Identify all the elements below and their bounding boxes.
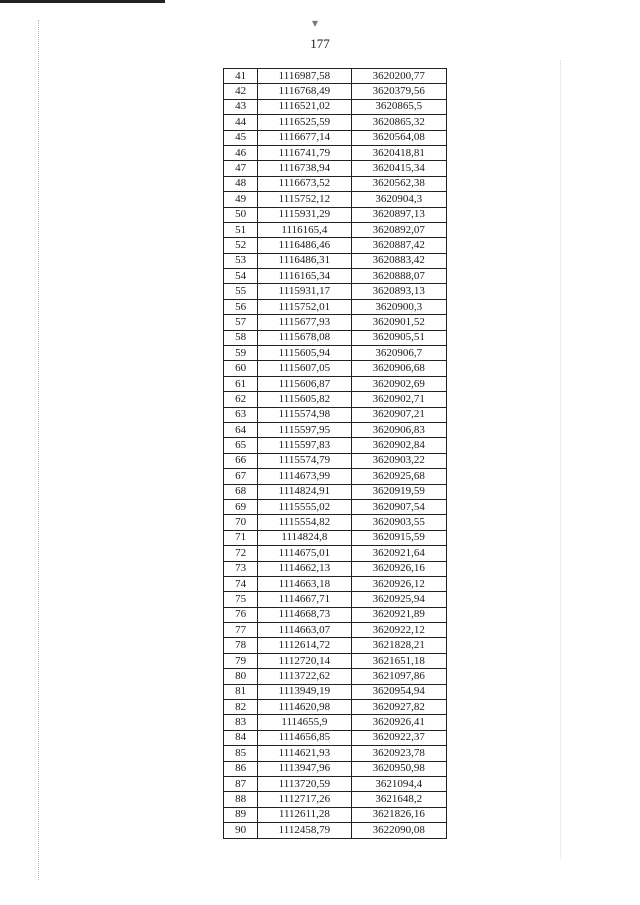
point-number-cell: 53 (224, 253, 258, 268)
table-row (224, 669, 447, 684)
x-coordinate-cell: 1112717,26 (258, 792, 351, 807)
x-coordinate-cell: 1116521,02 (258, 99, 351, 114)
y-coordinate-cell: 3620925,68 (351, 469, 446, 484)
y-coordinate-cell: 3620915,59 (351, 530, 446, 545)
point-number-cell: 51 (224, 222, 258, 237)
table-row (224, 792, 447, 807)
x-coordinate-cell: 1115931,29 (258, 207, 351, 222)
x-coordinate-cell: 1115752,12 (258, 192, 351, 207)
table-row (224, 253, 447, 268)
y-coordinate-cell: 3620921,64 (351, 546, 446, 561)
point-number-cell: 54 (224, 269, 258, 284)
y-coordinate-cell: 3620897,13 (351, 207, 446, 222)
x-coordinate-cell: 1116738,94 (258, 161, 351, 176)
y-coordinate-cell: 3620418,81 (351, 145, 446, 160)
y-coordinate-cell: 3621648,2 (351, 792, 446, 807)
table-row (224, 761, 447, 776)
x-coordinate-cell: 1112611,28 (258, 807, 351, 822)
y-coordinate-cell: 3620564,08 (351, 130, 446, 145)
table-row (224, 330, 447, 345)
y-coordinate-cell: 3620950,98 (351, 761, 446, 776)
table-row (224, 499, 447, 514)
point-number-cell: 66 (224, 453, 258, 468)
y-coordinate-cell: 3620865,5 (351, 99, 446, 114)
table-row (224, 99, 447, 114)
x-coordinate-cell: 1115597,95 (258, 422, 351, 437)
table-row (224, 776, 447, 791)
table-row (224, 530, 447, 545)
table-row (224, 561, 447, 576)
table-row (224, 515, 447, 530)
table-row (224, 576, 447, 591)
coordinates-table-body (224, 69, 447, 839)
table-row (224, 222, 447, 237)
x-coordinate-cell: 1116486,31 (258, 253, 351, 268)
point-number-cell: 86 (224, 761, 258, 776)
y-coordinate-cell: 3620925,94 (351, 592, 446, 607)
point-number-cell: 41 (224, 69, 258, 84)
y-coordinate-cell: 3620887,42 (351, 238, 446, 253)
point-number-cell: 90 (224, 823, 258, 838)
point-number-cell: 85 (224, 746, 258, 761)
y-coordinate-cell: 3621826,16 (351, 807, 446, 822)
y-coordinate-cell: 3620901,52 (351, 315, 446, 330)
point-number-cell: 45 (224, 130, 258, 145)
table-row (224, 115, 447, 130)
table-row (224, 807, 447, 822)
y-coordinate-cell: 3620902,69 (351, 376, 446, 391)
x-coordinate-cell: 1113947,96 (258, 761, 351, 776)
x-coordinate-cell: 1113720,59 (258, 776, 351, 791)
table-row (224, 700, 447, 715)
point-number-cell: 63 (224, 407, 258, 422)
y-coordinate-cell: 3620922,12 (351, 623, 446, 638)
x-coordinate-cell: 1114621,93 (258, 746, 351, 761)
point-number-cell: 75 (224, 592, 258, 607)
point-number-cell: 43 (224, 99, 258, 114)
table-row (224, 592, 447, 607)
x-coordinate-cell: 1114668,73 (258, 607, 351, 622)
x-coordinate-cell: 1116165,34 (258, 269, 351, 284)
x-coordinate-cell: 1112720,14 (258, 653, 351, 668)
table-row (224, 730, 447, 745)
x-coordinate-cell: 1114667,71 (258, 592, 351, 607)
point-number-cell: 48 (224, 176, 258, 191)
x-coordinate-cell: 1115554,82 (258, 515, 351, 530)
point-number-cell: 84 (224, 730, 258, 745)
point-number-cell: 42 (224, 84, 258, 99)
point-number-cell: 55 (224, 284, 258, 299)
x-coordinate-cell: 1115597,83 (258, 438, 351, 453)
y-coordinate-cell: 3620921,89 (351, 607, 446, 622)
x-coordinate-cell: 1115574,98 (258, 407, 351, 422)
y-coordinate-cell: 3620904,3 (351, 192, 446, 207)
x-coordinate-cell: 1114663,07 (258, 623, 351, 638)
y-coordinate-cell: 3620907,21 (351, 407, 446, 422)
y-coordinate-cell: 3620893,13 (351, 284, 446, 299)
point-number-cell: 78 (224, 638, 258, 653)
y-coordinate-cell: 3621097,86 (351, 669, 446, 684)
point-number-cell: 73 (224, 561, 258, 576)
point-number-cell: 87 (224, 776, 258, 791)
scan-edge-right (560, 60, 562, 860)
x-coordinate-cell: 1114663,18 (258, 576, 351, 591)
point-number-cell: 58 (224, 330, 258, 345)
table-row (224, 623, 447, 638)
x-coordinate-cell: 1112614,72 (258, 638, 351, 653)
point-number-cell: 74 (224, 576, 258, 591)
y-coordinate-cell: 3620883,42 (351, 253, 446, 268)
y-coordinate-cell: 3620415,34 (351, 161, 446, 176)
point-number-cell: 70 (224, 515, 258, 530)
point-number-cell: 88 (224, 792, 258, 807)
point-number-cell: 71 (224, 530, 258, 545)
y-coordinate-cell: 3620905,51 (351, 330, 446, 345)
x-coordinate-cell: 1116768,49 (258, 84, 351, 99)
y-coordinate-cell: 3620906,68 (351, 361, 446, 376)
page-number: 177 (310, 36, 330, 51)
y-coordinate-cell: 3620907,54 (351, 499, 446, 514)
x-coordinate-cell: 1116525,59 (258, 115, 351, 130)
y-coordinate-cell: 3620926,12 (351, 576, 446, 591)
table-row (224, 484, 447, 499)
x-coordinate-cell: 1113722,62 (258, 669, 351, 684)
x-coordinate-cell: 1115605,82 (258, 392, 351, 407)
y-coordinate-cell: 3620562,38 (351, 176, 446, 191)
x-coordinate-cell: 1112458,79 (258, 823, 351, 838)
x-coordinate-cell: 1114824,91 (258, 484, 351, 499)
y-coordinate-cell: 3620906,7 (351, 346, 446, 361)
table-row (224, 422, 447, 437)
x-coordinate-cell: 1114824,8 (258, 530, 351, 545)
y-coordinate-cell: 3620906,83 (351, 422, 446, 437)
table-row (224, 607, 447, 622)
x-coordinate-cell: 1116741,79 (258, 145, 351, 160)
table-row (224, 715, 447, 730)
x-coordinate-cell: 1116165,4 (258, 222, 351, 237)
y-coordinate-cell: 3620926,16 (351, 561, 446, 576)
y-coordinate-cell: 3620865,32 (351, 115, 446, 130)
table-row (224, 546, 447, 561)
table-row (224, 130, 447, 145)
table-row (224, 69, 447, 84)
coordinates-table (223, 68, 447, 839)
y-coordinate-cell: 3620379,56 (351, 84, 446, 99)
y-coordinate-cell: 3620902,71 (351, 392, 446, 407)
x-coordinate-cell: 1114673,99 (258, 469, 351, 484)
table-row (224, 346, 447, 361)
point-number-cell: 50 (224, 207, 258, 222)
table-row (224, 299, 447, 314)
point-number-cell: 56 (224, 299, 258, 314)
point-number-cell: 52 (224, 238, 258, 253)
point-number-cell: 60 (224, 361, 258, 376)
x-coordinate-cell: 1116677,14 (258, 130, 351, 145)
y-coordinate-cell: 3620892,07 (351, 222, 446, 237)
y-coordinate-cell: 3620919,59 (351, 484, 446, 499)
table-row (224, 407, 447, 422)
y-coordinate-cell: 3620900,3 (351, 299, 446, 314)
y-coordinate-cell: 3621094,4 (351, 776, 446, 791)
table-row (224, 176, 447, 191)
x-coordinate-cell: 1115555,02 (258, 499, 351, 514)
table-row (224, 238, 447, 253)
x-coordinate-cell: 1116486,46 (258, 238, 351, 253)
y-coordinate-cell: 3620954,94 (351, 684, 446, 699)
point-number-cell: 79 (224, 653, 258, 668)
scan-speck: ▾ (312, 16, 319, 30)
point-number-cell: 64 (224, 422, 258, 437)
x-coordinate-cell: 1115677,93 (258, 315, 351, 330)
y-coordinate-cell: 3620926,41 (351, 715, 446, 730)
x-coordinate-cell: 1115931,17 (258, 284, 351, 299)
point-number-cell: 72 (224, 546, 258, 561)
y-coordinate-cell: 3621828,21 (351, 638, 446, 653)
table-row (224, 315, 447, 330)
table-row (224, 84, 447, 99)
table-row (224, 653, 447, 668)
x-coordinate-cell: 1115605,94 (258, 346, 351, 361)
point-number-cell: 67 (224, 469, 258, 484)
y-coordinate-cell: 3620200,77 (351, 69, 446, 84)
x-coordinate-cell: 1114620,98 (258, 700, 351, 715)
y-coordinate-cell: 3620903,55 (351, 515, 446, 530)
point-number-cell: 59 (224, 346, 258, 361)
point-number-cell: 81 (224, 684, 258, 699)
point-number-cell: 57 (224, 315, 258, 330)
x-coordinate-cell: 1115752,01 (258, 299, 351, 314)
y-coordinate-cell: 3620927,82 (351, 700, 446, 715)
scan-edge-left (38, 20, 40, 880)
table-row (224, 284, 447, 299)
y-coordinate-cell: 3621651,18 (351, 653, 446, 668)
table-row (224, 376, 447, 391)
point-number-cell: 49 (224, 192, 258, 207)
x-coordinate-cell: 1115678,08 (258, 330, 351, 345)
point-number-cell: 77 (224, 623, 258, 638)
table-row (224, 161, 447, 176)
point-number-cell: 46 (224, 145, 258, 160)
y-coordinate-cell: 3620923,78 (351, 746, 446, 761)
point-number-cell: 89 (224, 807, 258, 822)
table-row (224, 453, 447, 468)
x-coordinate-cell: 1114662,13 (258, 561, 351, 576)
table-row (224, 207, 447, 222)
x-coordinate-cell: 1115607,05 (258, 361, 351, 376)
table-row (224, 392, 447, 407)
y-coordinate-cell: 3620903,22 (351, 453, 446, 468)
point-number-cell: 62 (224, 392, 258, 407)
y-coordinate-cell: 3620888,07 (351, 269, 446, 284)
point-number-cell: 76 (224, 607, 258, 622)
x-coordinate-cell: 1114655,9 (258, 715, 351, 730)
point-number-cell: 80 (224, 669, 258, 684)
x-coordinate-cell: 1115606,87 (258, 376, 351, 391)
y-coordinate-cell: 3620902,84 (351, 438, 446, 453)
table-row (224, 684, 447, 699)
table-row (224, 192, 447, 207)
table-row (224, 269, 447, 284)
point-number-cell: 83 (224, 715, 258, 730)
point-number-cell: 82 (224, 700, 258, 715)
table-row (224, 361, 447, 376)
y-coordinate-cell: 3620922,37 (351, 730, 446, 745)
x-coordinate-cell: 1113949,19 (258, 684, 351, 699)
point-number-cell: 69 (224, 499, 258, 514)
point-number-cell: 44 (224, 115, 258, 130)
x-coordinate-cell: 1116987,58 (258, 69, 351, 84)
x-coordinate-cell: 1116673,52 (258, 176, 351, 191)
y-coordinate-cell: 3622090,08 (351, 823, 446, 838)
point-number-cell: 47 (224, 161, 258, 176)
point-number-cell: 65 (224, 438, 258, 453)
point-number-cell: 68 (224, 484, 258, 499)
table-row (224, 438, 447, 453)
table-row (224, 638, 447, 653)
table-row (224, 469, 447, 484)
table-row (224, 823, 447, 838)
scan-artifact-bar (0, 0, 165, 3)
table-row (224, 145, 447, 160)
x-coordinate-cell: 1114675,01 (258, 546, 351, 561)
x-coordinate-cell: 1114656,85 (258, 730, 351, 745)
table-row (224, 746, 447, 761)
x-coordinate-cell: 1115574,79 (258, 453, 351, 468)
point-number-cell: 61 (224, 376, 258, 391)
